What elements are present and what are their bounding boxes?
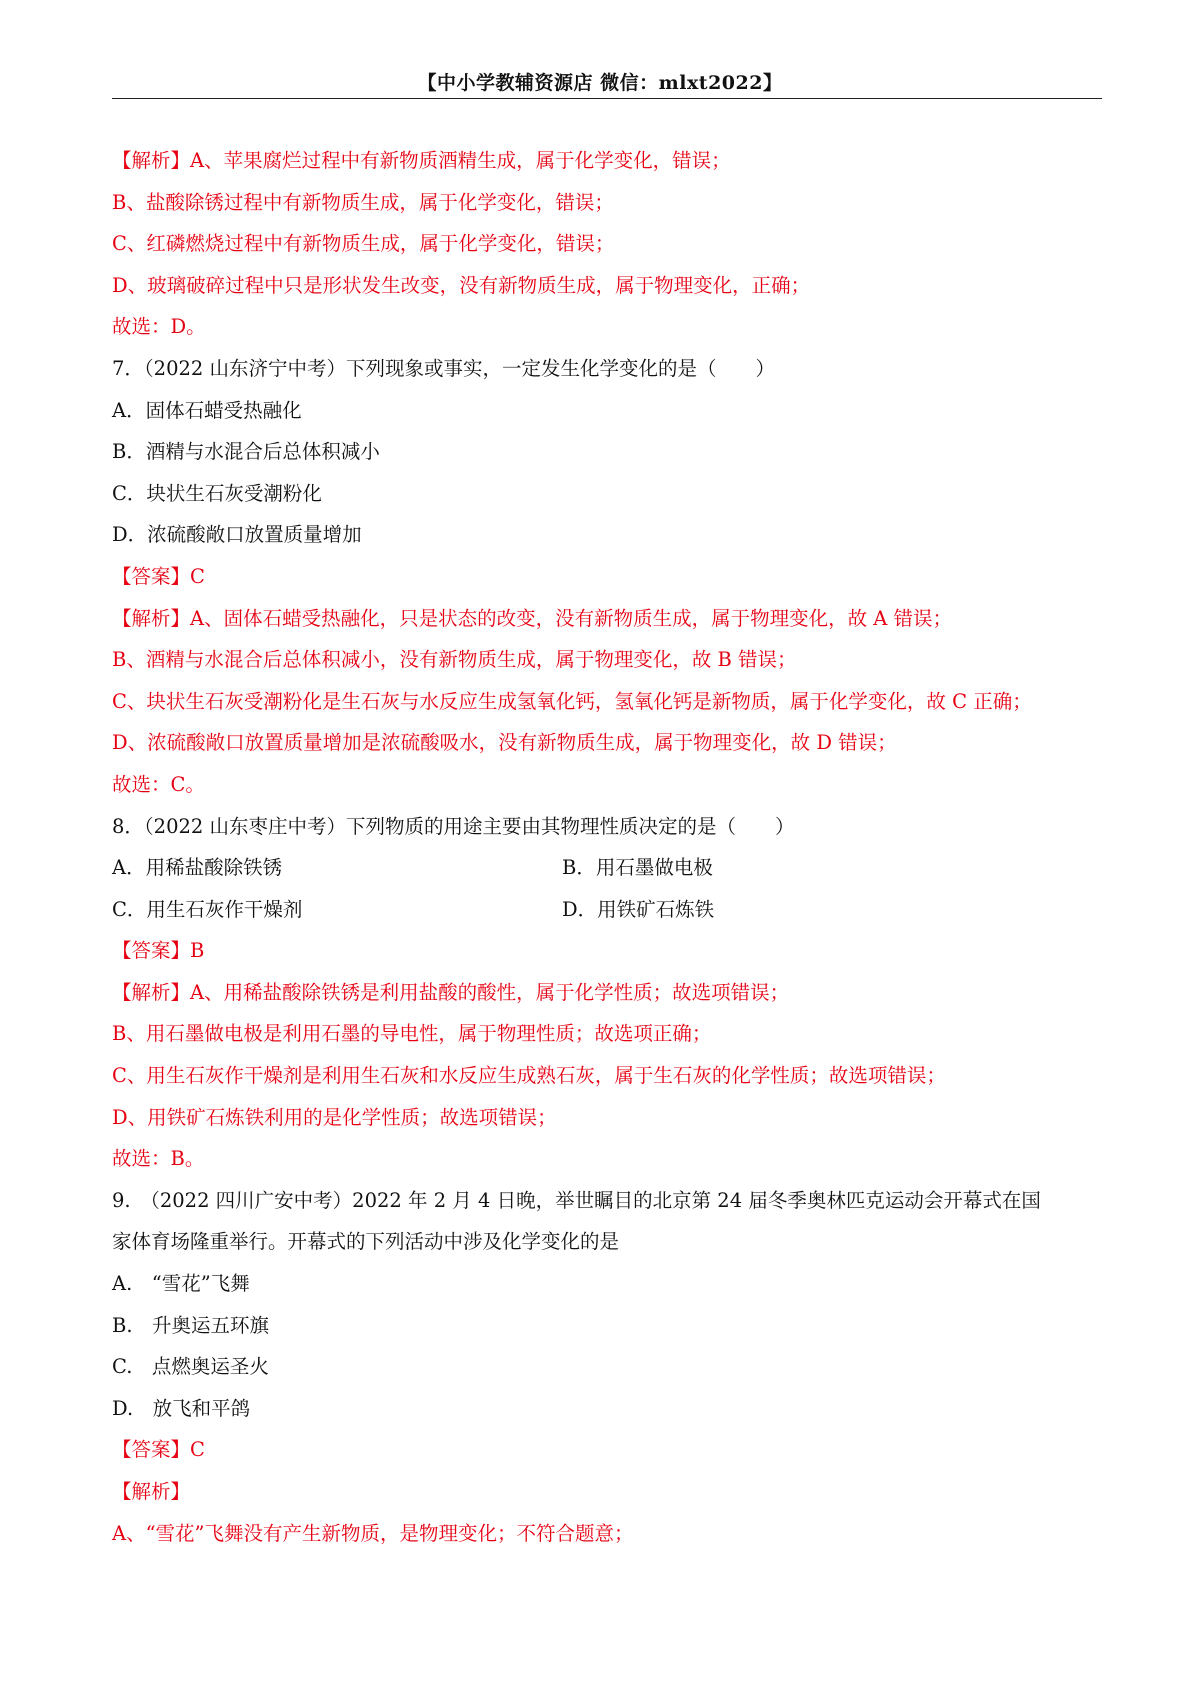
q7-option-d: D．浓硫酸敞口放置质量增加 (112, 523, 362, 547)
q6-analysis-a: 【解析】A、苹果腐烂过程中有新物质酒精生成，属于化学变化，错误； (112, 149, 731, 172)
q8-option-c: C．用生石灰作干燥剂 (112, 897, 303, 921)
q7-option-c: C．块状生石灰受潮粉化 (112, 481, 322, 505)
q7-analysis-d: D、浓硫酸敞口放置质量增加是浓硫酸吸水，没有新物质生成，属于物理变化，故 D 错误； (112, 731, 897, 755)
q8-options-row-2 (112, 889, 1102, 931)
q9-option-b: B. 升奥运五环旗 (112, 1313, 270, 1337)
q6-analysis-c: C、红磷燃烧过程中有新物质生成，属于化学变化，错误； (112, 232, 615, 256)
q9-stem-line-2: 家体育场隆重举行。开幕式的下列活动中涉及化学变化的是 (112, 1230, 620, 1254)
q8-answer: 【答案】B (112, 939, 205, 963)
q7-analysis-a: 【解析】A、固体石蜡受热融化，只是状态的改变，没有新物质生成，属于物理变化，故 A 错误； (112, 606, 953, 630)
q9-answer: 【答案】C (112, 1438, 205, 1462)
q8-option-d: D．用铁矿石炼铁 (562, 897, 715, 921)
q8-analysis-d: D、用铁矿石炼铁利用的是化学性质；故选项错误； (112, 1105, 557, 1129)
header-divider (112, 98, 1102, 99)
q9-option-c: C. 点燃奥运圣火 (112, 1355, 269, 1379)
q9-option-a: A. “雪花”飞舞 (112, 1272, 250, 1296)
q8-option-a: A．用稀盐酸除铁锈 (112, 856, 283, 880)
q7-conclusion: 故选：C。 (112, 772, 205, 796)
document-body (112, 140, 1102, 1554)
q8-analysis-b: B、用石墨做电极是利用石墨的导电性，属于物理性质；故选项正确； (112, 1022, 712, 1046)
q6-conclusion: 故选：D。 (112, 315, 206, 339)
q7-option-b: B．酒精与水混合后总体积减小 (112, 440, 380, 464)
q8-options-row-1 (112, 847, 1102, 889)
q8-stem: 8．（2022 山东枣庄中考）下列物质的用途主要由其物理性质决定的是（ ） (112, 814, 795, 838)
q7-analysis-c: C、块状生石灰受潮粉化是生石灰与水反应生成氢氧化钙，氢氧化钙是新物质，属于化学变化，故 C 正确； (112, 689, 1032, 713)
q9-analysis-label: 【解析】 (112, 1480, 191, 1503)
q9-option-d: D. 放飞和平鸽 (112, 1396, 251, 1420)
q8-analysis-c: C、用生石灰作干燥剂是利用生石灰和水反应生成熟石灰，属于生石灰的化学性质；故选项错误； (112, 1064, 946, 1088)
q9-stem-line-1: 9. （2022 四川广安中考）2022 年 2 月 4 日晚，举世瞩目的北京第 24 届冬季奥林匹克运动会开幕式在国 (112, 1188, 1041, 1212)
q8-analysis-a: 【解析】A、用稀盐酸除铁锈是利用盐酸的酸性，属于化学性质；故选项错误； (112, 980, 790, 1004)
q7-answer: 【答案】C (112, 564, 205, 588)
q7-stem: 7．（2022 山东济宁中考）下列现象或事实，一定发生化学变化的是（ ） (112, 356, 775, 380)
q6-analysis-b: B、盐酸除锈过程中有新物质生成，属于化学变化，错误； (112, 190, 614, 214)
q8-conclusion: 故选：B。 (112, 1147, 205, 1171)
q7-analysis-b: B、酒精与水混合后总体积减小，没有新物质生成，属于物理变化，故 B 错误； (112, 648, 797, 672)
page-header: 【中小学教辅资源店 微信：mlxt2022】 (417, 72, 783, 94)
q9-analysis-a: A、“雪花”飞舞没有产生新物质，是物理变化；不符合题意； (112, 1521, 634, 1545)
q6-analysis-d: D、玻璃破碎过程中只是形状发生改变，没有新物质生成，属于物理变化，正确； (112, 273, 811, 297)
q8-option-b: B．用石墨做电极 (562, 856, 713, 880)
q7-option-a: A．固体石蜡受热融化 (112, 398, 302, 422)
